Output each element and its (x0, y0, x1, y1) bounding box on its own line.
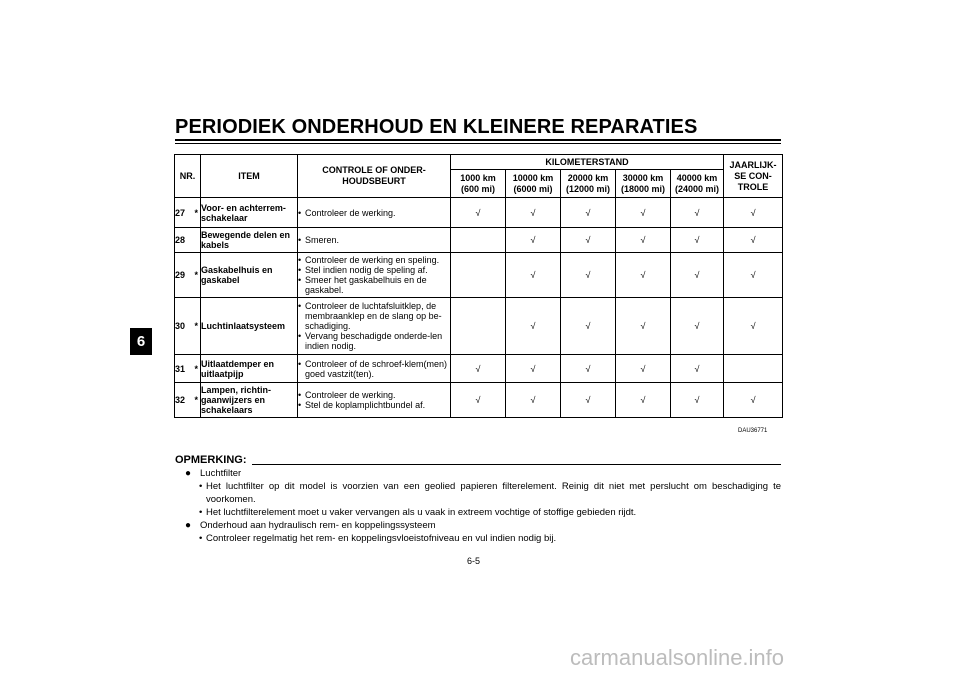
check-mark: √ (585, 235, 591, 245)
control-step: • Controleer of de schroef-klem(men) goed vastzit(ten). (298, 359, 450, 379)
check-cell (671, 355, 724, 383)
row-controls (298, 228, 451, 253)
km-value: 1000 km (460, 172, 496, 183)
dealer-service-star: * (193, 198, 201, 228)
check-cell (724, 383, 783, 418)
check-mark: √ (585, 395, 591, 405)
check-mark: √ (530, 207, 536, 218)
row-item: Voor- en achterrem-schakelaar (201, 198, 298, 228)
control-step: • Smeren. (298, 235, 450, 245)
control-step: • Stel indien nodig de speling af. (298, 265, 450, 275)
check-mark: √ (530, 363, 536, 374)
check-cell (451, 253, 506, 298)
bullet-icon: • (199, 507, 203, 518)
mi-value: (12000 mi) (565, 183, 611, 194)
check-mark: √ (694, 270, 700, 280)
note-group-title (175, 467, 781, 480)
row-controls (298, 253, 451, 298)
check-mark: √ (694, 207, 700, 218)
dealer-service-star: * (193, 355, 201, 383)
note-item-text: Controleer regelmatig het rem- en koppelingsvloeistofniveau en vul indien nodig bij. (206, 533, 557, 544)
check-mark: √ (694, 235, 700, 245)
check-cell (616, 383, 671, 418)
table-row (175, 228, 783, 253)
bullet-dot-icon: ● (185, 468, 192, 479)
note-group-label: Luchtfilter (200, 468, 242, 479)
row-controls (298, 298, 451, 355)
header-nr: NR. (175, 155, 201, 198)
check-cell (451, 298, 506, 355)
row-number: 29 (175, 253, 193, 298)
check-mark: √ (640, 235, 646, 245)
note-item (175, 506, 781, 519)
note-body (175, 467, 781, 545)
dealer-service-star (193, 228, 201, 253)
title-rule-thin (175, 143, 781, 144)
mi-value: (24000 mi) (675, 183, 720, 194)
check-mark: √ (750, 207, 756, 218)
check-cell (671, 198, 724, 228)
check-cell (724, 298, 783, 355)
check-cell (671, 228, 724, 253)
km-value: 40000 km (676, 172, 718, 183)
check-cell (451, 228, 506, 253)
check-cell (671, 298, 724, 355)
check-mark: √ (694, 321, 700, 331)
chapter-tab: 6 (130, 328, 152, 355)
row-number: 32 (175, 383, 193, 418)
header-km-group: KILOMETERSTAND (451, 155, 724, 170)
dealer-service-star: * (193, 253, 201, 298)
check-cell (561, 228, 616, 253)
check-mark: √ (640, 321, 646, 331)
header-km-col (671, 170, 724, 198)
note-item-text: Het luchtfilterelement moet u vaker vervangen als u vaak in extreem vochtige of stoffige gebieden rijdt. (206, 507, 637, 518)
check-mark: √ (530, 235, 536, 245)
check-cell (616, 228, 671, 253)
note-heading: OPMERKING: (175, 454, 247, 466)
check-cell (451, 383, 506, 418)
row-number: 31 (175, 355, 193, 383)
table-row (175, 253, 783, 298)
check-mark: √ (750, 270, 756, 280)
km-value: 20000 km (567, 172, 609, 183)
header-km-col (616, 170, 671, 198)
row-controls (298, 355, 451, 383)
check-mark: √ (475, 395, 481, 405)
check-mark: √ (750, 395, 756, 405)
check-cell (506, 228, 561, 253)
check-cell (616, 355, 671, 383)
control-step: • Controleer de werking en speling. (298, 255, 450, 265)
row-number: 27 (175, 198, 193, 228)
check-mark: √ (640, 395, 646, 405)
check-cell (561, 253, 616, 298)
check-mark: √ (640, 270, 646, 280)
check-cell (724, 355, 783, 383)
bullet-icon: • (199, 533, 203, 544)
note-rule (252, 464, 781, 465)
dealer-service-star: * (193, 383, 201, 418)
row-item: Lampen, richtin-gaanwijzers en schakelaars (201, 383, 298, 418)
check-mark: √ (530, 395, 536, 405)
header-yearly-text: JAARLIJK-SE CON-TROLE (729, 159, 777, 192)
check-cell (561, 198, 616, 228)
check-mark: √ (475, 363, 481, 374)
km-value: 10000 km (512, 172, 554, 183)
row-number: 28 (175, 228, 193, 253)
check-mark: √ (530, 270, 536, 280)
check-cell (616, 298, 671, 355)
table-row (175, 355, 783, 383)
header-item: ITEM (201, 155, 298, 198)
header-km-col (451, 170, 506, 198)
check-cell (616, 253, 671, 298)
check-cell (506, 253, 561, 298)
check-cell (561, 355, 616, 383)
header-km-col (506, 170, 561, 198)
check-mark: √ (694, 363, 700, 374)
page-title: PERIODIEK ONDERHOUD EN KLEINERE REPARATIES (175, 116, 698, 138)
check-cell (724, 198, 783, 228)
page-number: 6-5 (467, 556, 481, 566)
bullet-dot-icon: ● (185, 520, 192, 531)
check-cell (561, 298, 616, 355)
title-rule-thick (175, 139, 781, 141)
control-step: • Controleer de werking. (298, 390, 450, 400)
check-cell (724, 228, 783, 253)
header-controle-text: CONTROLE OF ONDER-HOUDSBEURT (322, 165, 426, 186)
control-step: • Stel de koplamplichtbundel af. (298, 400, 450, 410)
dealer-service-star: * (193, 298, 201, 355)
control-step: • Smeer het gaskabelhuis en de gaskabel. (298, 275, 450, 295)
control-step: • Controleer de luchtafsluitklep, de membraanklep en de slang op be-schadiging. (298, 301, 450, 331)
row-item: Luchtinlaatsysteem (201, 298, 298, 355)
note-group-label: Onderhoud aan hydraulisch rem- en koppelingssysteem (200, 520, 436, 531)
check-cell (506, 383, 561, 418)
row-item: Gaskabelhuis en gaskabel (201, 253, 298, 298)
mi-value: (18000 mi) (620, 183, 666, 194)
check-cell (616, 198, 671, 228)
check-cell (506, 355, 561, 383)
row-controls (298, 383, 451, 418)
maintenance-table (174, 154, 783, 418)
check-mark: √ (640, 363, 646, 374)
row-item: Bewegende delen en kabels (201, 228, 298, 253)
table-row (175, 298, 783, 355)
check-mark: √ (750, 321, 756, 331)
table-row (175, 383, 783, 418)
check-mark: √ (585, 321, 591, 331)
check-mark: √ (585, 270, 591, 280)
control-step: • Vervang beschadigde onderde-len indien nodig. (298, 331, 450, 351)
check-mark: √ (530, 321, 536, 331)
check-mark: √ (694, 395, 700, 405)
mi-value: (6000 mi) (513, 183, 553, 194)
note-item (175, 532, 781, 545)
check-mark: √ (475, 207, 481, 218)
mi-value: (600 mi) (460, 183, 495, 194)
row-item: Uitlaatdemper en uitlaatpijp (201, 355, 298, 383)
check-mark: √ (585, 207, 591, 218)
check-mark: √ (750, 235, 756, 245)
note-item (175, 480, 781, 506)
note-item-text: Het luchtfilter op dit model is voorzien van een geolied papieren filterelement. Reinig dit niet met perslucht om beschadiging te voorkomen. (206, 481, 781, 505)
row-number: 30 (175, 298, 193, 355)
check-cell (561, 383, 616, 418)
km-value: 30000 km (622, 172, 664, 183)
note-group-title (175, 519, 781, 532)
check-cell (724, 253, 783, 298)
check-cell (451, 355, 506, 383)
check-cell (506, 198, 561, 228)
table-row (175, 198, 783, 228)
check-cell (671, 383, 724, 418)
header-controle (298, 155, 451, 198)
check-mark: √ (640, 207, 646, 218)
row-controls (298, 198, 451, 228)
header-km-col (561, 170, 616, 198)
control-step: • Controleer de werking. (298, 208, 450, 218)
check-cell (506, 298, 561, 355)
document-code: DAU36771 (738, 428, 768, 434)
bullet-icon: • (199, 481, 203, 492)
watermark: carmanualsonline.info (570, 645, 785, 670)
check-mark: √ (585, 363, 591, 374)
header-yearly (724, 155, 783, 198)
check-cell (671, 253, 724, 298)
check-cell (451, 198, 506, 228)
